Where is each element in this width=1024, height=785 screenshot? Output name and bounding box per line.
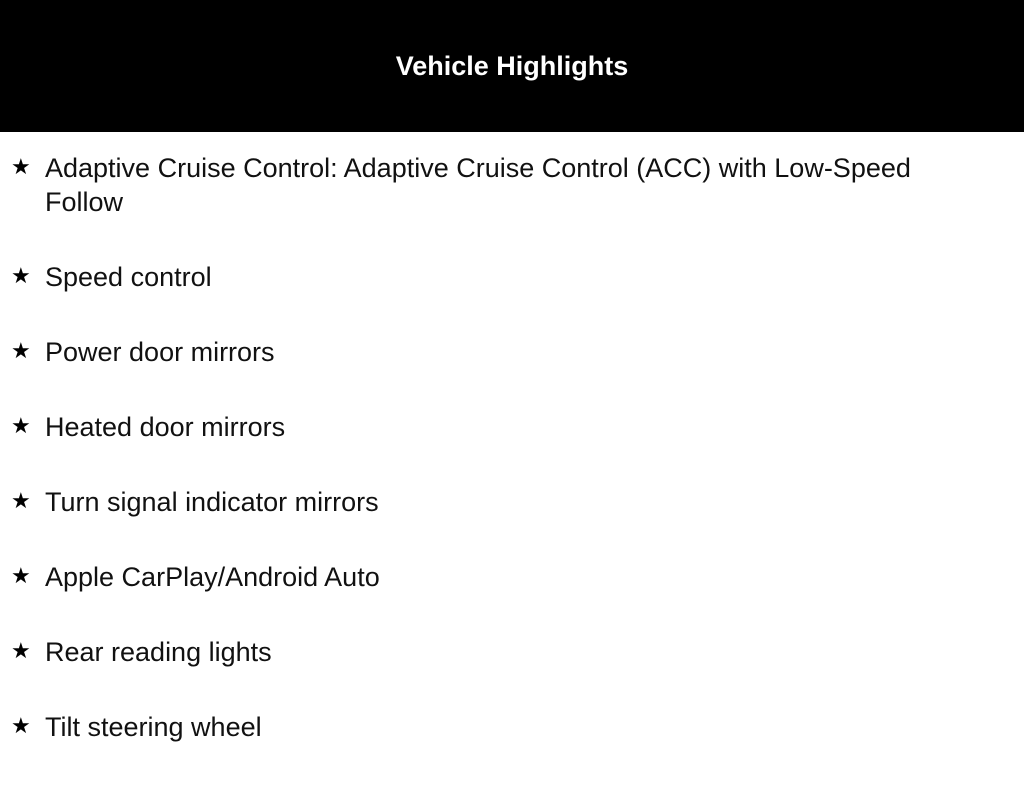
star-icon: ★: [11, 155, 31, 180]
star-icon: ★: [11, 639, 31, 664]
list-item-label: Tilt steering wheel: [45, 712, 262, 742]
list-item: [0, 635, 1024, 669]
list-item: [0, 151, 1024, 219]
list-item: [0, 335, 1024, 369]
star-icon: ★: [11, 489, 31, 514]
list-item-label: Speed control: [45, 262, 212, 292]
highlights-list: [0, 151, 1024, 785]
list-item: [0, 410, 1024, 444]
star-icon: ★: [11, 564, 31, 589]
star-icon: ★: [11, 414, 31, 439]
list-item-label: Rear reading lights: [45, 637, 272, 667]
star-icon: ★: [11, 264, 31, 289]
list-item: [0, 710, 1024, 744]
list-item-label: Heated door mirrors: [45, 412, 286, 442]
list-item-label: Power door mirrors: [45, 337, 275, 367]
star-icon: ★: [11, 339, 31, 364]
list-item-label: Turn signal indicator mirrors: [45, 487, 379, 517]
list-item-label: Adaptive Cruise Control: Adaptive Cruise Control (ACC) with Low-Speed Follow: [45, 153, 911, 217]
list-item: [0, 260, 1024, 294]
star-icon: ★: [11, 714, 31, 739]
list-item: [0, 485, 1024, 519]
page-header: [0, 0, 1024, 132]
list-item: [0, 560, 1024, 594]
page-title: Vehicle Highlights: [395, 50, 629, 81]
list-item-label: Apple CarPlay/Android Auto: [45, 562, 380, 592]
